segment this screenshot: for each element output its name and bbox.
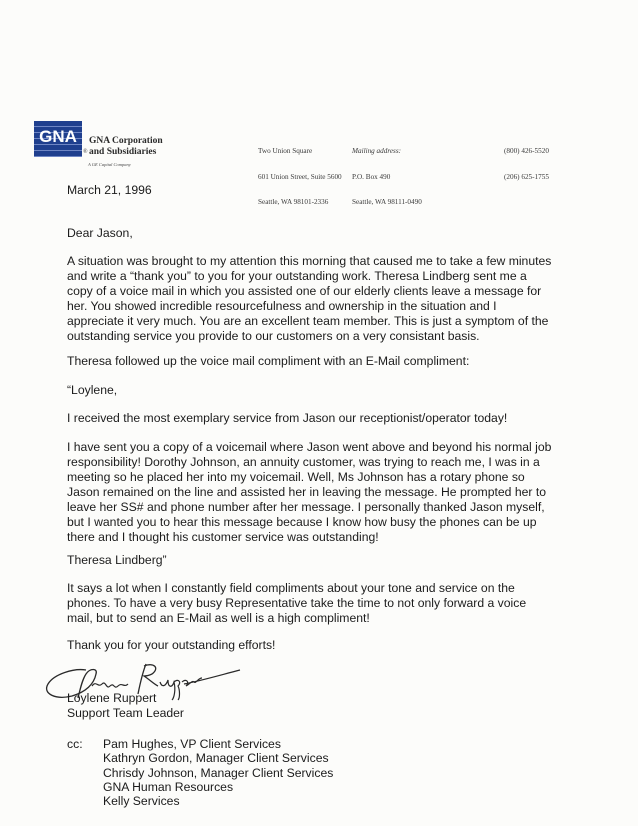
gna-logo [34,121,82,157]
phone-numbers: (800) 426-5520 (206) 625-1755 [504,147,549,181]
company-name: GNA Corporation and Subsidiaries [89,136,163,157]
cc-recipient: Chrisdy Johnson, Manager Client Services [103,765,334,780]
cc-recipient: Kathryn Gordon, Manager Client Services [103,751,329,766]
mailing-address: Mailing address: P.O. Box 490 Seattle, WA 98111-0490 [352,147,422,206]
letter-date: March 21, 1996 [67,183,152,197]
paragraph-2: Theresa followed up the voice mail compliment with an E-Mail compliment: [67,354,470,368]
cc-recipient: GNA Human Resources [103,779,234,794]
paragraph-1: A situation was brought to my attention this morning that caused me to take a few minutes and write a “thank you” to you for your outstanding work. Theresa Lindberg sent me a copy of a voice mail in which you assisted one of our elderly clients leave a message for her. You showed incredible resourcefulness and ownership in the situation and I appreciate it very much. You are an excellent team member. This is just a symptom of the outstanding service you provide to our customers on a very consistant basis. [67,254,552,343]
cc-recipient: Pam Hughes, VP Client Services [103,737,281,751]
quote-paragraph-1: I received the most exemplary service from Jason our receptionist/operator today! [67,411,508,425]
parent-tagline: A GE Capital Company [88,162,131,167]
cc-recipient: Kelly Services [103,794,180,809]
logo-text: GNA [39,127,77,146]
quote-signature: Theresa Lindberg” [67,553,167,567]
street-address: Two Union Square 601 Union Street, Suite 5600 Seattle, WA 98101-2336 [258,147,342,206]
quote-opening: “Loylene, [67,383,118,397]
quote-paragraph-2: I have sent you a copy of a voicemail where Jason went above and beyond his normal job responsibility! Dorothy Johnson, an annuity customer, was trying to reach me, I was in a meeting so he placed her into my voicemail. Well, Ms Johnson has a rotary phone so Jason remained on the line and assisted her in leaving the message. He prompted her to leave her SS# and phone number after her message. I personally thanked Jason myself, but I wanted you to hear this message because I know how busy the phones can be up there and I thought his customer service was outstanding! [67,440,552,544]
cc-list [103,737,333,808]
signer-name: Loylene Ruppert [67,691,157,705]
closing-line: Thank you for your outstanding efforts! [67,638,276,652]
signer-title: Support Team Leader [67,706,184,720]
paragraph-3: It says a lot when I constantly field compliments about your tone and service on the phones. To have a very busy Representative take the time to not only forward a voice mail, but to send an E-Mail as well is a high compliment! [67,581,527,625]
cc-label: cc: [67,737,83,751]
registered-mark: ® [83,149,88,155]
salutation: Dear Jason, [67,226,133,240]
